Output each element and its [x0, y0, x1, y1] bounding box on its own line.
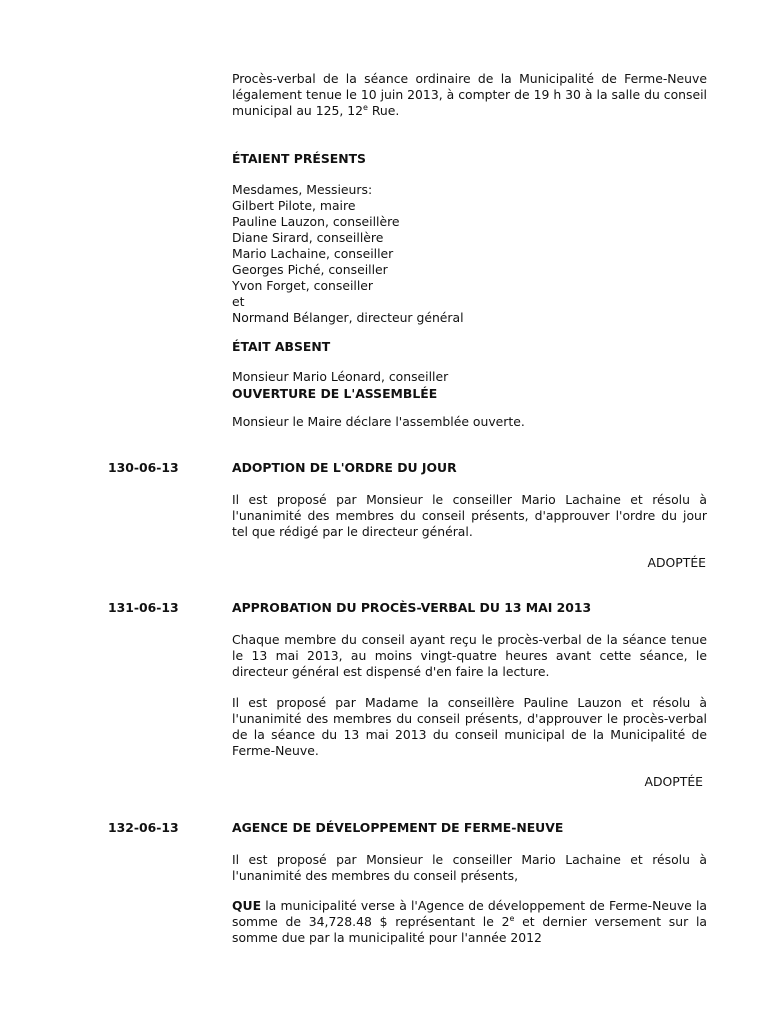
adopted-label: ADOPTÉE: [647, 555, 706, 570]
intro-superscript: e: [363, 102, 368, 112]
presents-line: Diane Sirard, conseillère: [232, 230, 384, 245]
resolution-title: APPROBATION DU PROCÈS-VERBAL DU 13 MAI 2013: [232, 600, 592, 615]
resolution-text-part: la municipalité verse à l'Agence de développement de Ferme-Neuve la somme de 34,728.48 $ représentant le 2: [232, 898, 707, 929]
resolution-number: 130-06-13: [108, 460, 179, 475]
presents-heading: ÉTAIENT PRÉSENTS: [232, 151, 366, 166]
resolution-text: Chaque membre du conseil ayant reçu le procès-verbal de la séance tenue le 13 mai 2013, au moins vingt-quatre heures avant cette séance, le directeur général est dispensé d'en faire la lecture.: [232, 632, 707, 679]
presents-line: Pauline Lauzon, conseillère: [232, 214, 400, 229]
resolution-text: Il est proposé par Monsieur le conseiller Mario Lachaine et résolu à l'unanimité des membres du conseil présents,: [232, 852, 707, 883]
intro-text-end: Rue.: [367, 103, 400, 118]
ouverture-text: Monsieur le Maire déclare l'assemblée ouverte.: [232, 414, 525, 429]
que-keyword: QUE: [232, 898, 262, 913]
intro-paragraph: [232, 71, 707, 119]
presents-line: Mario Lachaine, conseiller: [232, 246, 394, 261]
resolution-text: [232, 898, 707, 946]
resolution-text-part: et dernier versement sur la somme due par la municipalité pour l'année 2012: [232, 914, 707, 945]
absent-line: Monsieur Mario Léonard, conseiller: [232, 369, 449, 384]
resolution-number: 132-06-13: [108, 820, 179, 835]
resolution-title: AGENCE DE DÉVELOPPEMENT DE FERME-NEUVE: [232, 820, 564, 835]
presents-line: Normand Bélanger, directeur général: [232, 310, 464, 325]
resolution-number: 131-06-13: [108, 600, 179, 615]
resolution-title: ADOPTION DE L'ORDRE DU JOUR: [232, 460, 457, 475]
ordinal-superscript: e: [509, 913, 515, 923]
presents-line: et: [232, 294, 245, 309]
intro-text: Procès-verbal de la séance ordinaire de la Municipalité de Ferme-Neuve légalement tenue le 10 juin 2013, à compter de 19 h 30 à la salle du conseil municipal au 125, 12: [232, 71, 707, 118]
presents-line: Mesdames, Messieurs:: [232, 182, 373, 197]
ouverture-heading: OUVERTURE DE L'ASSEMBLÉE: [232, 386, 438, 401]
absent-heading: ÉTAIT ABSENT: [232, 339, 331, 354]
presents-line: Georges Piché, conseiller: [232, 262, 388, 277]
presents-line: Yvon Forget, conseiller: [232, 278, 374, 293]
resolution-text: Il est proposé par Madame la conseillère Pauline Lauzon et résolu à l'unanimité des membres du conseil présents, d'approuver le procès-verbal de la séance du 13 mai 2013 du conseil municipal de la Municipalité de Ferme-Neuve.: [232, 695, 707, 758]
presents-line: Gilbert Pilote, maire: [232, 198, 356, 213]
presents-list: [232, 182, 707, 326]
adopted-label: ADOPTÉE: [644, 774, 703, 789]
resolution-text: Il est proposé par Monsieur le conseiller Mario Lachaine et résolu à l'unanimité des membres du conseil présents, d'approuver l'ordre du jour tel que rédigé par le directeur général.: [232, 492, 707, 539]
